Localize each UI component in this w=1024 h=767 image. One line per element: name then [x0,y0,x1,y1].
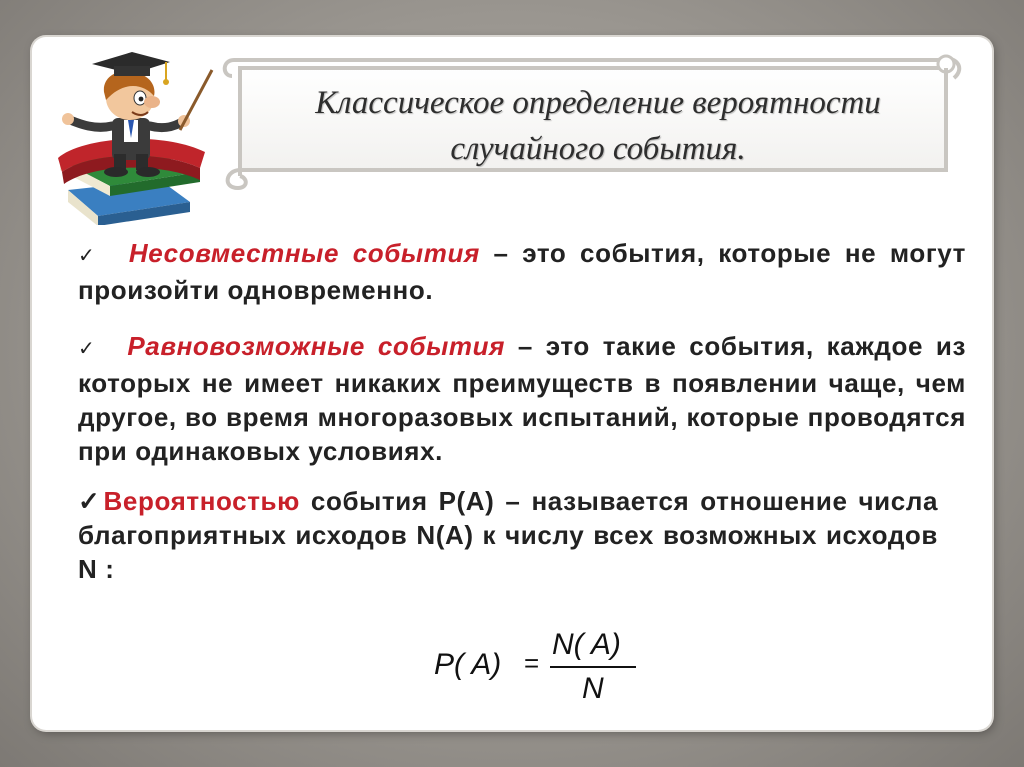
term-probability: Вероятностью [103,486,300,516]
definition-text: – это такие события, каждое из которых не имеет никаких преимуществ в появлении чаще, чем другое, во время многоразовых испытаний, которые проводятся при одинаковых условиях. [78,331,967,466]
professor-on-books-icon [40,40,220,225]
definition-text: события P(A) – называется отношение числа благоприятных исходов N(A) к числу всех возможных исходов N : [78,486,938,584]
definition-incompatible-events [78,236,966,307]
formula-denominator: N [582,672,604,705]
definition-equiprobable-events [78,329,966,468]
term-incompatible-events: Несовместные события [128,238,480,268]
checkmark-icon: ✓ [78,338,101,360]
checkmark-icon: ✓ [78,486,104,516]
formula-equals: = [524,648,540,678]
definition-probability [78,484,938,586]
title-banner [218,48,978,194]
page-title [248,80,948,172]
formula-numerator: N( A) [552,628,621,661]
title-line-2: случайного события. [450,131,746,167]
definitions-list [78,236,966,586]
term-equiprobable-events: Равновозможные события [127,331,505,361]
probability-formula [434,622,644,712]
formula-lhs: P( A) [434,648,502,681]
checkmark-icon: ✓ [78,245,102,267]
title-line-1: Классическое определение вероятности [315,85,881,121]
fraction-bar [550,666,636,668]
definition-text: – это события, которые не могут произойти одновременно. [78,238,967,305]
